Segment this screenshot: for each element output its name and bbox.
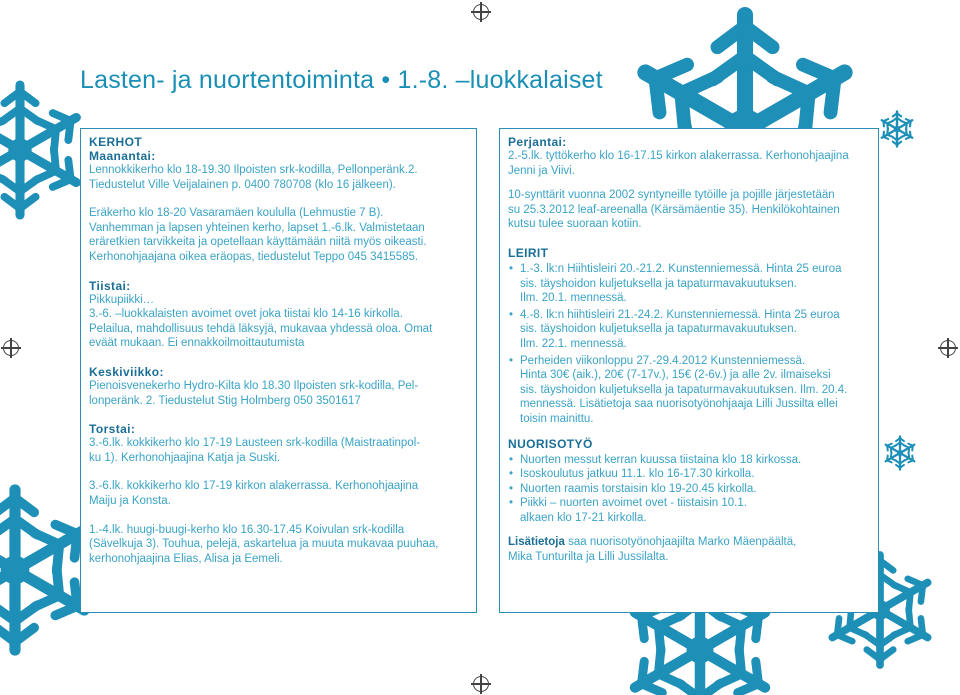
youth-item: • Nuorten raamis torstaisin klo 19-20.45 kirkolla. [508, 482, 868, 497]
snowflake-icon [879, 112, 914, 147]
camps-list [508, 354, 868, 369]
snowflake-icon [0, 85, 85, 215]
tuesday-line: Pikkupiikki… [89, 293, 155, 306]
tuesday-heading: Tiistai: [89, 278, 131, 293]
more-info-line [508, 535, 868, 550]
monday-heading: Maanantai: [89, 149, 156, 163]
youth-work-heading: NUORISOTYÖ [508, 436, 593, 451]
registration-mark-icon [940, 340, 956, 356]
youth-item: • Nuorten messut kerran kuussa tiistaina klo 18 kirkossa. [508, 453, 868, 468]
tuesday-line: 3.-6. –luokkalaisten avoimet ovet joka tiistai klo 14-16 kirkolla. [89, 308, 403, 321]
tuesday-line: Pelailua, mahdollisuus tehdä läksyjä, mukavaa yhdessä oloa. Omat [89, 322, 433, 335]
kerhot-heading: KERHOT [89, 135, 143, 149]
thursday-line: ku 1). Kerhonohjaajina Katja ja Suski. [89, 451, 281, 464]
camps-heading: LEIRIT [508, 245, 549, 260]
camps-list [508, 308, 868, 323]
youth-item: • Piikki – nuorten avoimet ovet - tiistaisin 10.1. [508, 496, 868, 511]
thursday-line: (Sävelkuja 3). Touhua, pelejä, askartelua ja muuta mukavaa puuhaa, [89, 538, 439, 551]
registration-mark-icon [473, 676, 489, 692]
camp-detail: sis. täyshoidon kuljetuksella ja tapaturmavakuutuksen. Ilm. 20.4. [520, 383, 848, 396]
monday-line: Eräkerho klo 18-20 Vasaramäen koululla (Lehmustie 7 B). [89, 207, 384, 220]
left-column [80, 128, 477, 613]
camp-detail: toisin mainittu. [520, 412, 594, 425]
wednesday-line: Pienoisvenekerho Hydro-Kilta klo 18.30 Ilpoisten srk-kodilla, Pel- [89, 379, 419, 392]
wednesday-line: lonperänk. 2. Tiedustelut Stig Holmberg 050 3501617 [89, 394, 361, 407]
camp-detail: Ilm. 22.1. mennessä. [520, 337, 627, 350]
friday-line: su 25.3.2012 leaf-areenalla (Kärsämäentie 35). Henkilökohtainen [508, 203, 840, 216]
camp-item: • 4.-8. lk:n hiihtisleiri 21.-24.2. Kunstenniemessä. Hinta 25 euroa [508, 308, 868, 323]
thursday-line: kerhonohjaajina Elias, Alisa ja Eemeli. [89, 552, 283, 565]
camp-detail: sis. täyshoidon kuljetuksella ja tapaturmavakuutuksen. [520, 323, 797, 336]
thursday-line: 3.-6.lk. kokkikerho klo 17-19 kirkon alakerrassa. Kerhonohjaajina [89, 480, 419, 493]
youth-detail: alkaen klo 17-21 kirkolla. [520, 511, 647, 524]
camp-detail: Ilm. 20.1. mennessä. [520, 292, 627, 305]
friday-heading: Perjantai: [508, 135, 567, 149]
camp-item: • Perheiden viikonloppu 27.-29.4.2012 Kunstenniemessä. [508, 354, 868, 369]
monday-line: eräretkien tarvikkeita ja opetellaan käyttämään niitä myös oikeasti. [89, 236, 427, 249]
more-info-line: Mika Tunturilta ja Lilli Jussilalta. [508, 551, 669, 564]
camp-detail: mennessä. Lisätietoja saa nuorisotyönohjaaja Lilli Jussilta ellei [520, 398, 838, 411]
thursday-line: 3.-6.lk. kokkikerho klo 17-19 Lausteen srk-kodilla (Maistraatinpol- [89, 437, 421, 450]
thursday-line: 1.-4.lk. huugi-buugi-kerho klo 16.30-17.45 Koivulan srk-kodilla [89, 523, 405, 536]
thursday-line: Maiju ja Konsta. [89, 494, 171, 507]
wednesday-heading: Keskiviikko: [89, 364, 164, 379]
monday-line: Vanhemman ja lapsen yhteinen kerho, lapset 1.-6.lk. Valmistetaan [89, 221, 425, 234]
snowflake-icon [883, 437, 916, 470]
camp-detail: sis. täyshoidon kuljetuksella ja tapaturmavakuutuksen. [520, 277, 797, 290]
camp-item: • 1.-3. lk:n Hiihtisleiri 20.-21.2. Kunstenniemessä. Hinta 25 euroa [508, 262, 868, 277]
camp-detail: Hinta 30€ (aik.), 20€ (7-17v.), 15€ (2-6v.) ja alle 2v. ilmaiseksi [520, 369, 831, 382]
monday-line: Tiedustelut Ville Veijalainen p. 0400 780708 (klo 16 jälkeen). [89, 178, 396, 191]
monday-line: Lennokkikerho klo 18-19.30 Ilpoisten srk-kodilla, Pellonperänk.2. [89, 164, 418, 176]
registration-mark-icon [3, 340, 19, 356]
friday-line: 10-synttärit vuonna 2002 syntyneille tytöille ja pojille järjestetään [508, 189, 835, 202]
thursday-heading: Torstai: [89, 422, 136, 437]
right-column [499, 128, 879, 613]
youth-work-list [508, 453, 868, 511]
tuesday-line: eväät mukaan. Ei ennakkoilmoittautumista [89, 337, 305, 350]
camps-list [508, 262, 868, 277]
more-info-text: saa nuorisotyönohjaajilta Marko Mäenpäältä, [564, 536, 797, 549]
friday-line: kutsu tulee suoraan kotiin. [508, 218, 642, 231]
more-info-label: Lisätietoja [508, 536, 565, 549]
monday-line: Kerhonohjaajana oikea eräopas, tiedustelut Teppo 045 3415585. [89, 250, 419, 263]
friday-line: Jenni ja Viivi. [508, 164, 575, 177]
friday-line: 2.-5.lk. tyttökerho klo 16-17.15 kirkon alakerrassa. Kerhonohjaajina [508, 150, 849, 162]
youth-item: • Isoskoulutus jatkuu 11.1. klo 16-17.30 kirkolla. [508, 467, 868, 482]
registration-mark-icon [473, 4, 489, 20]
page-title: Lasten- ja nuortentoiminta • 1.-8. –luokkalaiset [80, 66, 603, 94]
